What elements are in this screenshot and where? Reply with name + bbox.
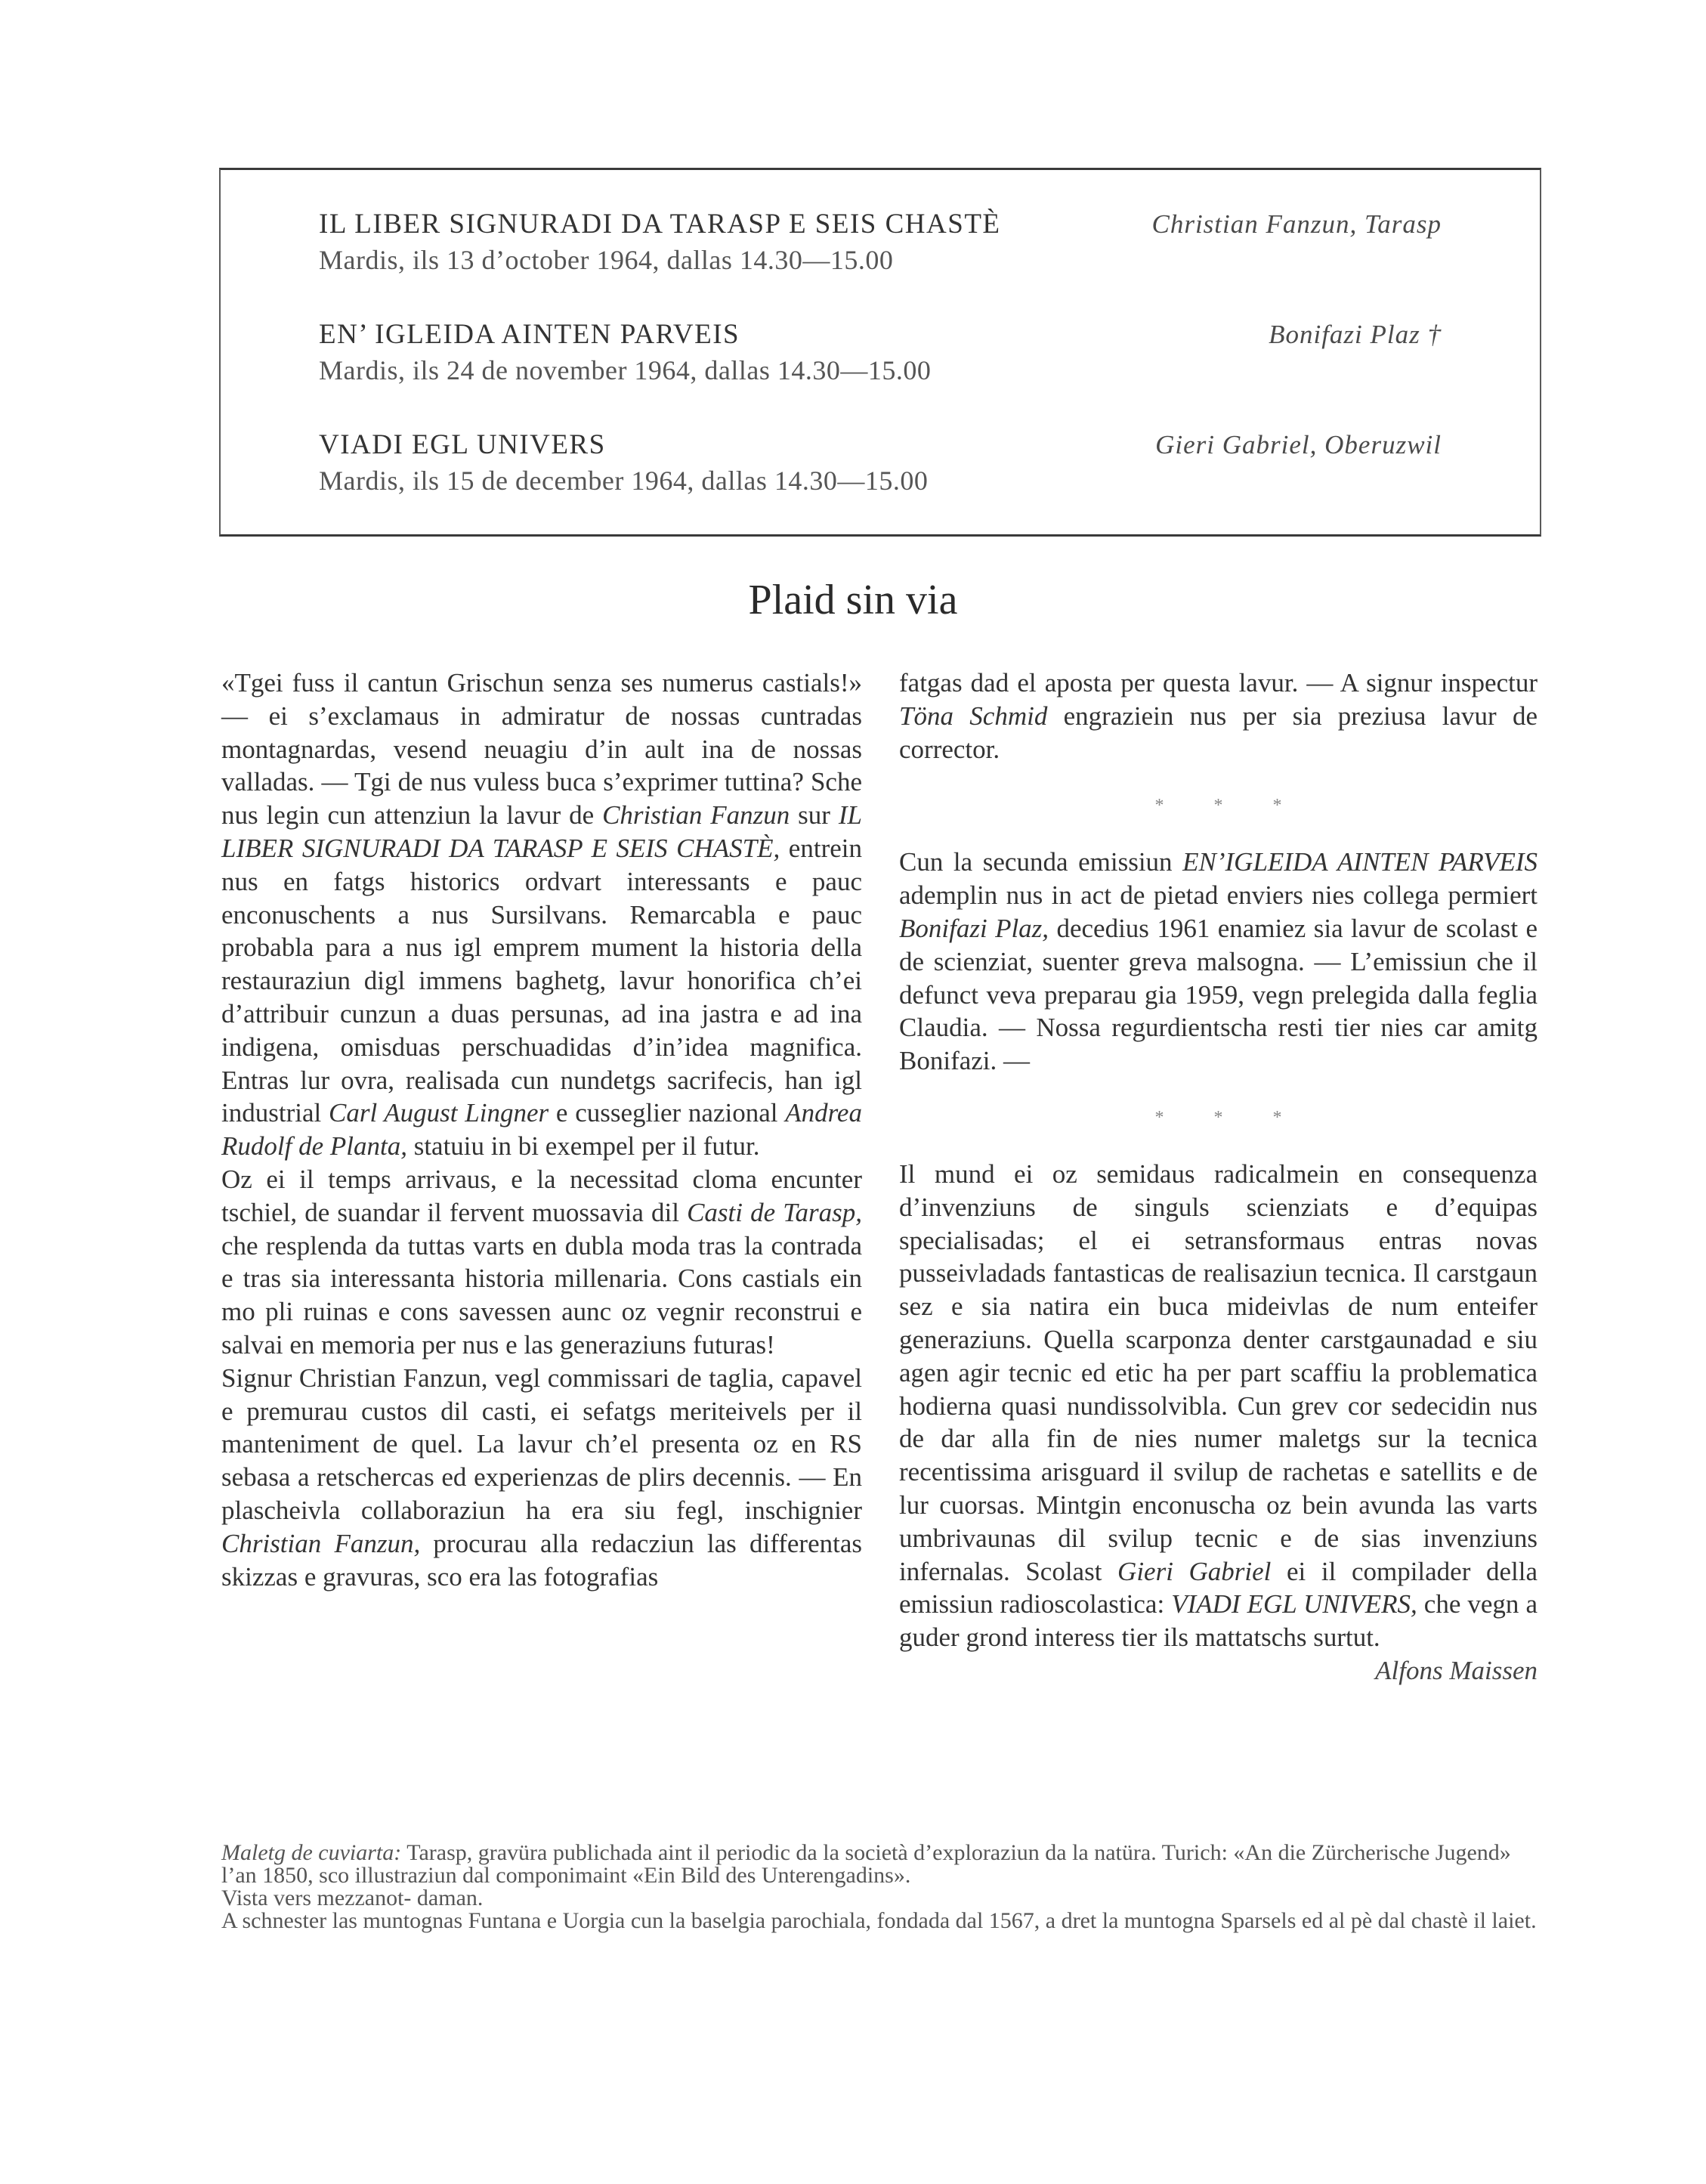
text-run: che resplenda da tuttas varts en dubla moda tras la contrada e tras sia interessanta historia millenaria. Cons castials ein mo pli ruinas e cons savessen aunc oz vegnir reconstrui e salvai en memoria per nus e las generaziuns futuras! [221, 1230, 862, 1360]
schedule-author: Bonifazi Plaz † [1269, 320, 1442, 349]
schedule-date: Mardis, ils 24 de november 1964, dallas 14.30—15.00 [319, 355, 932, 385]
right-column [899, 667, 1538, 1687]
paragraph [221, 1163, 862, 1362]
caption-text: Tarasp, gravüra publichada aint il periodic da la società d’exploraziun da la natüra. Turich: «An die Zürcherische Jugend» l’an 1850, sco illustraziun dal componimaint «Ein Bild des Unterengadins». [221, 1840, 1511, 1888]
schedule-author: Christian Fanzun, Tarasp [1151, 209, 1442, 239]
person-name: Bonifazi Plaz, [899, 913, 1049, 943]
text-run: procurau alla redacziun las differentas skizzas e gravuras, sco era las fotografias [221, 1528, 862, 1592]
person-name: Andrea Rudolf de Planta, [221, 1098, 862, 1162]
schedule-title: EN’ IGLEIDA AINTEN PARVEIS [319, 319, 740, 350]
text-run: entrein nus en fatgs historics ordvart interessants e pauc enconuschents a nus Sursilvans. Remarcabla e pauc probabla para a nus igl emprem mument la historia della restauraziun digl immens baghetg, lavur honorifica ch’ei d’attribuir cunzun a duas persunas, ad ina jastra e ad ina indigena, omisduas perschuadidas d’in’idea magnifica. Entras lur ovra, realisada cun nundetgs sacrifecis, han igl industrial [221, 833, 862, 1128]
place-name: Casti de Tarasp, [687, 1197, 862, 1227]
text-run: che vegn a guder grond interess tier ils mattatschs surtut. [899, 1589, 1538, 1653]
text-run: ei il compilader della emissiun radioscolastica: [899, 1556, 1538, 1619]
text-run: sur [790, 800, 839, 831]
person-name: Gieri Gabriel [1117, 1556, 1272, 1586]
schedule-author: Gieri Gabriel, Oberuzwil [1155, 430, 1442, 459]
text-run: Oz ei il temps arrivaus, e la necessitad cloma encunter tschiel, de suandar il fervent muossavia dil [221, 1164, 862, 1227]
schedule-date: Mardis, ils 13 d’october 1964, dallas 14.30—15.00 [319, 245, 894, 275]
person-name: Christian Fanzun [602, 800, 790, 831]
caption-line [221, 1842, 1540, 1887]
author-signature: Alfons Maissen [1375, 1655, 1538, 1685]
text-run: Cun la secunda emissiun [899, 847, 1183, 877]
text-run: e cusseglier nazional [549, 1098, 786, 1128]
paragraph [221, 667, 862, 1163]
person-name: Christian Fanzun, [221, 1528, 421, 1558]
broadcast-schedule-box [219, 168, 1541, 537]
caption-line: A schnester las muntognas Funtana e Uorgia cun la baselgia parochiala, fondada dal 1567, a dret la muntogna Sparsels ed al pè dal chastè il laiet. [221, 1908, 1537, 1933]
broadcast-title: VIADI EGL UNIVERS, [1171, 1589, 1417, 1619]
broadcast-title: IL LIBER SIGNURADI DA TARASP E SEIS CHASTÈ, [221, 800, 863, 863]
paragraph [899, 667, 1538, 766]
text-run: engraziein nus per sia preziusa lavur de corrector. [899, 701, 1538, 764]
paragraph [221, 1362, 862, 1594]
text-run: statuiu in bi exempel per il futur. [406, 1131, 760, 1162]
section-separator: * * * [1154, 796, 1305, 816]
text-run: fatgas dad el aposta per questa lavur. — A signur inspectur [899, 668, 1538, 698]
caption-line: Vista vers mezzanot- daman. [221, 1885, 484, 1910]
paragraph [899, 846, 1538, 1078]
section-separator: * * * [1154, 1107, 1305, 1128]
broadcast-title: EN’IGLEIDA AINTEN PARVEIS [1182, 847, 1538, 877]
text-run: Il mund ei oz semidaus radicalmein en consequenza d’invenziuns de singuls scienziats e d’equipas specialisadas; el ei setransformaus entras novas pusseivladads fantasticas de realisaziun tecnica. Il carstgaun sez e sia natira ein buca mideivlas de num enteifer generaziuns. Quella scarponza denter carstgaunadad e siu agen agir tecnic ed etic ha per part scaffiu la problematica hodierna quasi nundissolvibla. Cun grev cor sedecidin nus de dar alla fin de nies numer maletgs sur la tecnica recentissima arisguard il svilup de rachetas e satellits e de lur cuorsas. Mintgin enconuscha oz bein avunda las varts umbrivaunas dil svilup tecnic e de sias invenziuns infernalas. Scolast [899, 1159, 1538, 1586]
paragraph [899, 1158, 1538, 1654]
text-run: Signur Christian Fanzun, vegl commissari de taglia, capavel e premurau custos dil casti, ei sefatgs meriteivels per il manteniment de quel. La lavur ch’el presenta oz en RS sebasa a retschercas ed experienzas de plirs decennis. — En plascheivla collaboraziun ha era siu fegl, inschignier [221, 1363, 862, 1525]
schedule-date: Mardis, ils 15 de december 1964, dallas 14.30—15.00 [319, 466, 929, 496]
person-name: Töna Schmid [899, 701, 1048, 731]
left-column [221, 667, 862, 1593]
schedule-title: IL LIBER SIGNURADI DA TARASP E SEIS CHASTÈ [319, 209, 1001, 240]
article-heading: Plaid sin via [748, 577, 958, 623]
person-name: Carl August Lingner [328, 1098, 549, 1128]
cover-image-caption [221, 1842, 1540, 1932]
text-run: «Tgei fuss il cantun Grischun senza ses numerus castials!» — ei s’exclamaus in admiratur de nossas cuntradas montagnardas, vesend neuagiu d’in ault ina de nossas valladas. — Tgi de nus vuless buca s’exprimer tuttina? Sche nus legin cun attenziun la lavur de [221, 668, 862, 831]
caption-label: Maletg de cuviarta: [221, 1840, 402, 1865]
text-run: ademplin nus in act de pietad enviers nies collega permiert [899, 880, 1538, 911]
schedule-title: VIADI EGL UNIVERS [319, 429, 606, 460]
text-run: decedius 1961 enamiez sia lavur de scolast e de scienziat, suenter greva malsogna. — L’emissiun che il defunct veva preparau gia 1959, vegn prelegida dalla feglia Claudia. — Nossa regurdientscha resti tier nies car amitg Bonifazi. — [899, 913, 1538, 1076]
